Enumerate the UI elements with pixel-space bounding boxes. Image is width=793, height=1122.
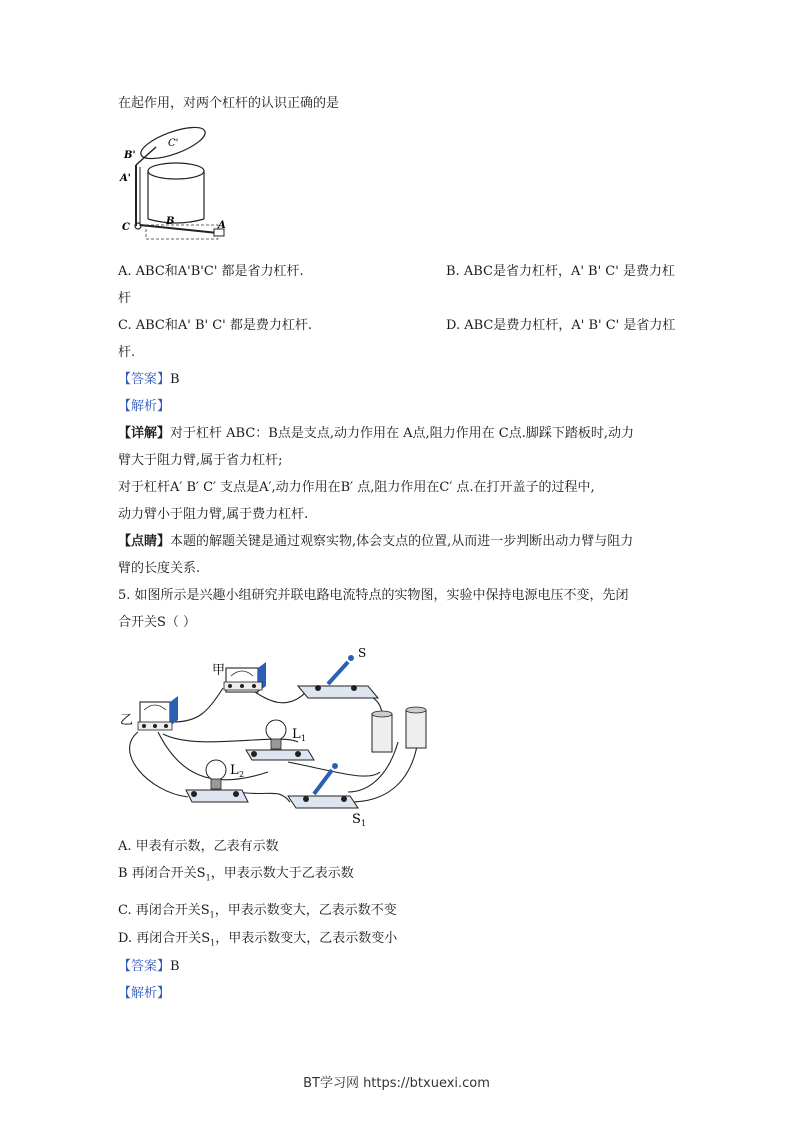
label-l1-sub: 1 bbox=[301, 734, 307, 743]
q5-analysis-tag: 【解析】 bbox=[118, 986, 171, 1001]
q5-option-a: A. 甲表有示数，乙表有示数 bbox=[118, 839, 279, 854]
lever-figure bbox=[118, 123, 230, 245]
answer-tag: 【答案】 bbox=[118, 372, 171, 387]
intro-text: 在起作用，对两个杠杆的认识正确的是 bbox=[118, 96, 340, 111]
label-b-prime: B' bbox=[124, 150, 136, 161]
q5-option-b-rest: ，甲表示数大于乙表示数 bbox=[210, 866, 354, 881]
q5-answer-tag: 【答案】 bbox=[118, 959, 171, 974]
battery-pack bbox=[372, 707, 426, 752]
q5-option-b-sub: 1 bbox=[205, 873, 211, 883]
detail-text-1: 对于杠杆 ABC：B点是支点,动力作用在 A点,阻力作用在 C点.脚踩下踏板时,动力 bbox=[170, 426, 634, 441]
q5-option-c-sub: 1 bbox=[209, 910, 215, 920]
ammeter-yi bbox=[138, 696, 178, 730]
label-b: B bbox=[166, 216, 175, 227]
q5-stem-1: 5. 如图所示是兴趣小组研究并联电路电流特点的实物图，实验中保持电源电压不变，先闭 bbox=[118, 588, 629, 603]
q4-option-a: A. ABC和A'B'C' 都是省力杠杆. bbox=[118, 264, 304, 279]
q5-answer-value: B bbox=[170, 959, 180, 974]
label-jia: 甲 bbox=[212, 663, 226, 678]
q4-analysis-tag: 【解析】 bbox=[118, 399, 171, 414]
ammeter-jia bbox=[224, 662, 266, 692]
label-s: S bbox=[358, 646, 367, 660]
q4-detail-2: 臂大于阻力臂,属于省力杠杆; bbox=[118, 453, 283, 468]
label-s1: S bbox=[352, 812, 361, 827]
q5-option-c-prefix: C. 再闭合开关S bbox=[118, 903, 210, 918]
comment-tag: 【点睛】 bbox=[118, 534, 171, 549]
q5-option-c-rest: ，甲表示数变大，乙表示数不变 bbox=[214, 903, 397, 918]
switch-s bbox=[298, 655, 378, 698]
q4-detail-1 bbox=[118, 426, 634, 442]
circuit-figure bbox=[118, 642, 438, 830]
label-a: A bbox=[218, 220, 226, 231]
q5-stem-2: 合开关S（ ） bbox=[118, 615, 197, 630]
q5-answer bbox=[118, 959, 180, 975]
q5-option-d-sub: 1 bbox=[210, 938, 216, 948]
q4-detail-4: 动力臂小于阻力臂,属于费力杠杆. bbox=[118, 507, 309, 522]
comment-text-1: 本题的解题关键是通过观察实物,体会支点的位置,从而进一步判断出动力臂与阻力 bbox=[170, 534, 634, 549]
lamp-l2 bbox=[186, 760, 248, 802]
label-c: C bbox=[122, 222, 130, 233]
q4-detail-3: 对于杠杆A′ B′ C′ 支点是A′,动力作用在B′ 点,阻力作用在C′ 点.在打开盖子的过程中, bbox=[118, 480, 595, 495]
q4-option-b-cont: 杆 bbox=[118, 291, 132, 306]
label-s1-sub: 1 bbox=[361, 819, 367, 828]
q5-option-d bbox=[118, 931, 397, 952]
detail-tag: 【详解】 bbox=[118, 426, 171, 441]
label-yi: 乙 bbox=[120, 713, 134, 728]
answer-value: B bbox=[170, 372, 180, 387]
label-a-prime: A' bbox=[120, 173, 131, 184]
label-l1: L bbox=[292, 727, 301, 742]
q5-option-c bbox=[118, 903, 397, 924]
q4-answer bbox=[118, 372, 180, 388]
label-c-prime: C' bbox=[168, 138, 179, 149]
q4-option-d-cont: 杆. bbox=[118, 345, 136, 360]
q5-option-d-rest: ，甲表示数变大，乙表示数变小 bbox=[215, 931, 398, 946]
q5-option-d-prefix: D. 再闭合开关S bbox=[118, 931, 211, 946]
q4-comment-1 bbox=[118, 534, 633, 550]
label-l2-sub: 2 bbox=[239, 770, 245, 779]
q4-comment-2: 臂的长度关系. bbox=[118, 561, 201, 576]
q4-option-b: B. ABC是省力杠杆，A' B' C' 是费力杠 bbox=[446, 264, 675, 279]
q5-option-b bbox=[118, 866, 354, 887]
q4-option-d: D. ABC是费力杠杆，A' B' C' 是省力杠 bbox=[446, 318, 676, 333]
q5-option-b-prefix: B 再闭合开关S bbox=[118, 866, 206, 881]
page-footer: BT学习网 https://btxuexi.com bbox=[303, 1076, 490, 1091]
q4-option-c: C. ABC和A' B' C' 都是费力杠杆. bbox=[118, 318, 313, 333]
label-l2: L bbox=[230, 763, 239, 778]
